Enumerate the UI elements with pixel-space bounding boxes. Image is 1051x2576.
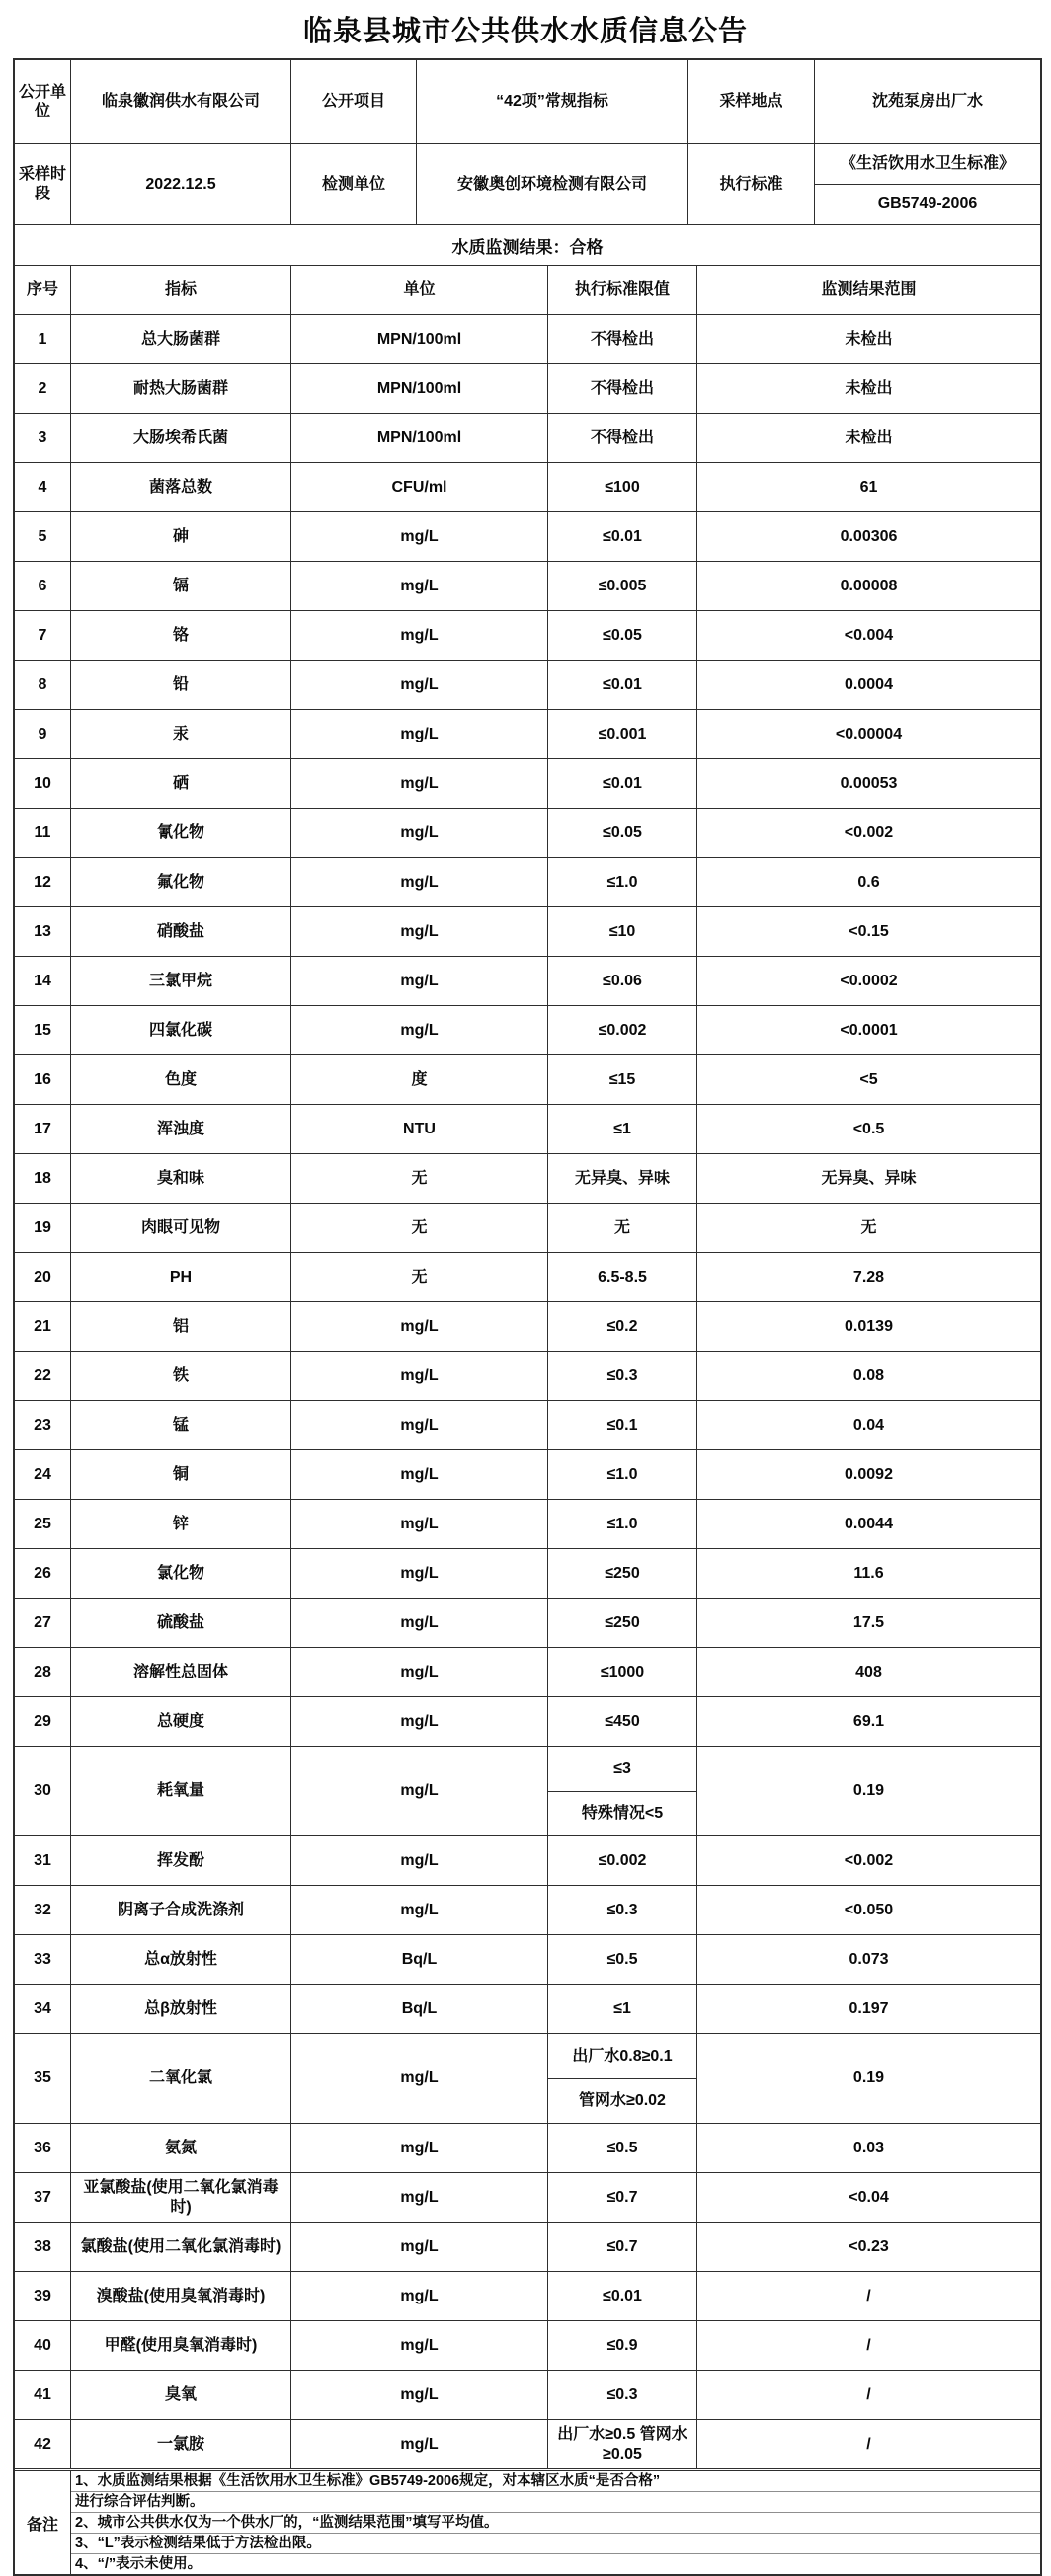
info-label: 检测单位 xyxy=(290,144,416,224)
row-index: 26 xyxy=(34,1564,51,1582)
indicator-name: 大肠埃希氏菌 xyxy=(70,414,290,462)
result-value: 0.0044 xyxy=(696,1500,1040,1548)
indicator-unit: mg/L xyxy=(290,759,547,808)
limit-value: ≤1.0 xyxy=(547,1500,696,1548)
row-index: 35 xyxy=(34,2069,51,2087)
indicator-unit: mg/L xyxy=(290,907,547,956)
indicator-unit: mg/L xyxy=(290,2272,547,2320)
indicator-name: 氟化物 xyxy=(70,858,290,906)
table-row xyxy=(15,1351,1040,1400)
indicator-unit: 无 xyxy=(290,1204,547,1252)
limit-cell xyxy=(547,1747,696,1835)
table-row xyxy=(15,906,1040,956)
indicator-unit: 无 xyxy=(290,1253,547,1301)
row-index: 15 xyxy=(34,1021,51,1039)
limit-value: ≤250 xyxy=(547,1549,696,1598)
table-row xyxy=(15,1696,1040,1746)
indicator-unit: mg/L xyxy=(290,1697,547,1746)
indicator-name: 砷 xyxy=(70,512,290,561)
result-value: / xyxy=(696,2420,1040,2468)
table-row xyxy=(15,1400,1040,1449)
column-header-indicator: 指标 xyxy=(70,266,290,314)
table-row xyxy=(15,2271,1040,2320)
limit-bottom: 特殊情况<5 xyxy=(548,1791,696,1836)
limit-value: ≤0.01 xyxy=(547,512,696,561)
indicator-unit: mg/L xyxy=(290,1401,547,1449)
table-row xyxy=(15,1548,1040,1598)
limit-value: ≤1000 xyxy=(547,1648,696,1696)
standard-code: GB5749-2006 xyxy=(815,184,1040,224)
indicator-unit: 无 xyxy=(290,1154,547,1203)
limit-value: ≤0.06 xyxy=(547,957,696,1005)
indicator-name: 锰 xyxy=(70,1401,290,1449)
table-row xyxy=(15,2123,1040,2172)
row-index: 29 xyxy=(34,1712,51,1730)
info-value: 2022.12.5 xyxy=(70,144,290,224)
table-row xyxy=(15,1301,1040,1351)
result-value: / xyxy=(696,2371,1040,2419)
table-row xyxy=(15,1598,1040,1647)
table-row xyxy=(15,1984,1040,2033)
indicator-name: 臭氧 xyxy=(70,2371,290,2419)
table-row xyxy=(15,1104,1040,1153)
table-row xyxy=(15,660,1040,709)
result-value: 7.28 xyxy=(696,1253,1040,1301)
row-index: 36 xyxy=(34,2139,51,2156)
row-index: 23 xyxy=(34,1416,51,1434)
limit-cell xyxy=(547,2034,696,2123)
result-value: <0.0002 xyxy=(696,957,1040,1005)
result-value: <5 xyxy=(696,1055,1040,1104)
result-value: <0.050 xyxy=(696,1886,1040,1934)
row-index: 28 xyxy=(34,1663,51,1680)
table-row xyxy=(15,1835,1040,1885)
table-row xyxy=(15,1885,1040,1934)
indicator-name: 氰化物 xyxy=(70,809,290,857)
indicator-name: 一氯胺 xyxy=(70,2420,290,2468)
limit-top: ≤3 xyxy=(613,1759,631,1777)
limit-value: ≤10 xyxy=(547,907,696,956)
indicator-name: 硒 xyxy=(70,759,290,808)
limit-value: ≤0.05 xyxy=(547,611,696,660)
table-row xyxy=(15,758,1040,808)
indicator-name: 肉眼可见物 xyxy=(70,1204,290,1252)
indicator-name: 挥发酚 xyxy=(70,1836,290,1885)
notes-label: 备注 xyxy=(26,2516,58,2534)
row-index: 18 xyxy=(34,1169,51,1187)
limit-value: ≤0.9 xyxy=(547,2321,696,2370)
result-value: / xyxy=(696,2321,1040,2370)
indicator-unit: NTU xyxy=(290,1105,547,1153)
limit-value: ≤450 xyxy=(547,1697,696,1746)
table-row xyxy=(15,1153,1040,1203)
indicator-unit: mg/L xyxy=(290,1352,547,1400)
table-row xyxy=(15,1054,1040,1104)
row-index: 12 xyxy=(34,873,51,891)
limit-value: ≤0.5 xyxy=(547,1935,696,1984)
result-value: <0.04 xyxy=(696,2173,1040,2222)
indicator-name: 耐热大肠菌群 xyxy=(70,364,290,413)
result-value: <0.15 xyxy=(696,907,1040,956)
row-index: 8 xyxy=(38,675,47,693)
table-row xyxy=(15,2172,1040,2222)
indicator-name: 臭和味 xyxy=(70,1154,290,1203)
indicator-unit: mg/L xyxy=(290,2371,547,2419)
table-row xyxy=(15,1934,1040,1984)
indicator-unit: mg/L xyxy=(290,2124,547,2172)
result-value: 0.19 xyxy=(696,2034,1040,2123)
limit-value: ≤1 xyxy=(547,1985,696,2033)
result-value: 0.073 xyxy=(696,1935,1040,1984)
table-row xyxy=(15,511,1040,561)
indicator-unit: mg/L xyxy=(290,1549,547,1598)
info-value: 临泉徽润供水有限公司 xyxy=(70,60,290,143)
result-value: <0.00004 xyxy=(696,710,1040,758)
column-header-result: 监测结果范围 xyxy=(696,266,1040,314)
indicator-name: 二氧化氯 xyxy=(70,2034,290,2123)
indicator-name: 甲醛(使用臭氧消毒时) xyxy=(70,2321,290,2370)
limit-value: ≤0.7 xyxy=(547,2173,696,2222)
result-value: / xyxy=(696,2272,1040,2320)
indicator-unit: mg/L xyxy=(290,1006,547,1054)
row-index: 11 xyxy=(34,823,51,841)
indicator-unit: mg/L xyxy=(290,1886,547,1934)
result-value: 69.1 xyxy=(696,1697,1040,1746)
note-line: 1、水质监测结果根据《生活饮用水卫生标准》GB5749-2006规定，对本辖区水质“是否合格” xyxy=(75,2473,661,2489)
table-row xyxy=(15,2370,1040,2419)
page-title: 临泉县城市公共供水水质信息公告 xyxy=(302,16,748,47)
result-value: 11.6 xyxy=(696,1549,1040,1598)
limit-value: 不得检出 xyxy=(547,315,696,363)
result-value: 0.04 xyxy=(696,1401,1040,1449)
indicator-name: 总β放射性 xyxy=(70,1985,290,2033)
announcement-table xyxy=(13,58,1042,2576)
info-value: 沈苑泵房出厂水 xyxy=(814,60,1040,143)
indicator-name: 总大肠菌群 xyxy=(70,315,290,363)
indicator-name: 四氯化碳 xyxy=(70,1006,290,1054)
limit-value: 不得检出 xyxy=(547,364,696,413)
indicator-name: 铁 xyxy=(70,1352,290,1400)
indicator-unit: mg/L xyxy=(290,710,547,758)
limit-value: ≤1.0 xyxy=(547,1450,696,1499)
limit-value: ≤0.01 xyxy=(547,2272,696,2320)
row-index: 14 xyxy=(34,972,51,989)
row-index: 1 xyxy=(38,330,47,348)
result-value: 0.6 xyxy=(696,858,1040,906)
indicator-name: 铅 xyxy=(70,661,290,709)
table-row xyxy=(15,561,1040,610)
row-index: 32 xyxy=(34,1901,51,1918)
indicator-unit: MPN/100ml xyxy=(290,315,547,363)
info-label: 执行标准 xyxy=(687,144,814,224)
indicator-unit: mg/L xyxy=(290,1302,547,1351)
note-line: 2、城市公共供水仅为一个供水厂的，“监测结果范围”填写平均值。 xyxy=(71,2512,1040,2533)
row-index: 17 xyxy=(34,1120,51,1137)
row-index: 34 xyxy=(34,1999,51,2017)
result-value: 408 xyxy=(696,1648,1040,1696)
indicator-unit: mg/L xyxy=(290,1747,547,1835)
limit-value: ≤0.3 xyxy=(547,1886,696,1934)
info-label: 公开单位 xyxy=(18,83,66,119)
indicator-unit: mg/L xyxy=(290,1450,547,1499)
limit-value: ≤0.01 xyxy=(547,759,696,808)
note-line: 4、“/”表示未使用。 xyxy=(71,2553,1040,2574)
result-value: 未检出 xyxy=(696,315,1040,363)
result-value: 17.5 xyxy=(696,1599,1040,1647)
result-value: 0.0092 xyxy=(696,1450,1040,1499)
row-index: 4 xyxy=(38,478,47,496)
row-index: 19 xyxy=(34,1218,51,1236)
row-index: 7 xyxy=(38,626,47,644)
limit-bottom: 管网水≥0.02 xyxy=(548,2078,696,2124)
indicator-name: 硝酸盐 xyxy=(70,907,290,956)
indicator-unit: mg/L xyxy=(290,1836,547,1885)
indicator-name: 色度 xyxy=(70,1055,290,1104)
indicator-name: 浑浊度 xyxy=(70,1105,290,1153)
indicator-unit: CFU/ml xyxy=(290,463,547,511)
result-value: <0.004 xyxy=(696,611,1040,660)
indicator-unit: Bq/L xyxy=(290,1935,547,1984)
table-row xyxy=(15,2222,1040,2271)
result-value: 0.08 xyxy=(696,1352,1040,1400)
limit-value: 6.5-8.5 xyxy=(547,1253,696,1301)
indicator-unit: mg/L xyxy=(290,512,547,561)
info-value: “42项”常规指标 xyxy=(416,60,687,143)
table-body xyxy=(15,314,1040,2468)
result-value: 未检出 xyxy=(696,414,1040,462)
result-value: <0.5 xyxy=(696,1105,1040,1153)
indicator-unit: mg/L xyxy=(290,661,547,709)
limit-top: 出厂水0.8≥0.1 xyxy=(572,2047,673,2065)
limit-value: ≤0.3 xyxy=(547,1352,696,1400)
row-index: 37 xyxy=(34,2188,51,2206)
result-value: 0.00008 xyxy=(696,562,1040,610)
limit-value: ≤0.005 xyxy=(547,562,696,610)
row-index: 30 xyxy=(34,1782,51,1800)
table-row xyxy=(15,857,1040,906)
column-header-unit: 单位 xyxy=(290,266,547,314)
limit-value: ≤0.002 xyxy=(547,1836,696,1885)
column-header-no: 序号 xyxy=(26,280,58,298)
limit-value: 出厂水≥0.5 管网水≥0.05 xyxy=(547,2420,696,2468)
row-index: 10 xyxy=(34,774,51,792)
row-index: 6 xyxy=(38,577,47,594)
limit-value: ≤0.2 xyxy=(547,1302,696,1351)
limit-value: ≤0.7 xyxy=(547,2223,696,2271)
standard-name: 《生活饮用水卫生标准》 xyxy=(840,155,1014,173)
table-row xyxy=(15,956,1040,1005)
row-index: 3 xyxy=(38,429,47,446)
limit-value: ≤100 xyxy=(547,463,696,511)
row-index: 40 xyxy=(34,2336,51,2354)
table-row xyxy=(15,1203,1040,1252)
note-line: 进行综合评估判断。 xyxy=(71,2491,1040,2512)
info-value: 安徽奥创环境检测有限公司 xyxy=(416,144,687,224)
result-value: <0.002 xyxy=(696,809,1040,857)
row-index: 21 xyxy=(34,1317,51,1335)
indicator-unit: mg/L xyxy=(290,2223,547,2271)
table-row xyxy=(15,1647,1040,1696)
indicator-unit: Bq/L xyxy=(290,1985,547,2033)
result-value: 61 xyxy=(696,463,1040,511)
indicator-name: 氯酸盐(使用二氧化氯消毒时) xyxy=(70,2223,290,2271)
indicator-unit: mg/L xyxy=(290,957,547,1005)
row-index: 24 xyxy=(34,1465,51,1483)
info-row-2 xyxy=(15,143,1040,224)
note-line: 3、“L”表示检测结果低于方法检出限。 xyxy=(71,2533,1040,2553)
info-row-1 xyxy=(15,60,1040,143)
limit-value: ≤1.0 xyxy=(547,858,696,906)
indicator-unit: MPN/100ml xyxy=(290,364,547,413)
info-label: 采样时段 xyxy=(18,166,66,202)
indicator-name: 铝 xyxy=(70,1302,290,1351)
row-index: 38 xyxy=(34,2237,51,2255)
limit-value: 无 xyxy=(547,1204,696,1252)
result-banner: 水质监测结果：合格 xyxy=(15,224,1040,265)
indicator-unit: mg/L xyxy=(290,2173,547,2222)
indicator-unit: mg/L xyxy=(290,562,547,610)
indicator-name: 三氯甲烷 xyxy=(70,957,290,1005)
result-value: 0.0004 xyxy=(696,661,1040,709)
indicator-name: PH xyxy=(70,1253,290,1301)
table-row xyxy=(15,462,1040,511)
indicator-unit: 度 xyxy=(290,1055,547,1104)
limit-value: ≤0.01 xyxy=(547,661,696,709)
indicator-unit: mg/L xyxy=(290,611,547,660)
result-value: 0.00306 xyxy=(696,512,1040,561)
limit-value: ≤0.3 xyxy=(547,2371,696,2419)
table-row xyxy=(15,1449,1040,1499)
notes-section xyxy=(15,2468,1040,2574)
result-value: <0.0001 xyxy=(696,1006,1040,1054)
table-row xyxy=(15,1746,1040,1835)
indicator-name: 亚氯酸盐(使用二氧化氯消毒时) xyxy=(70,2173,290,2222)
indicator-unit: mg/L xyxy=(290,809,547,857)
indicator-unit: MPN/100ml xyxy=(290,414,547,462)
row-index: 33 xyxy=(34,1950,51,1968)
table-row xyxy=(15,808,1040,857)
table-row xyxy=(15,1005,1040,1054)
indicator-name: 阴离子合成洗涤剂 xyxy=(70,1886,290,1934)
indicator-unit: mg/L xyxy=(290,2034,547,2123)
indicator-name: 耗氧量 xyxy=(70,1747,290,1835)
limit-value: 不得检出 xyxy=(547,414,696,462)
result-value: 无异臭、异味 xyxy=(696,1154,1040,1203)
result-value: 0.197 xyxy=(696,1985,1040,2033)
indicator-unit: mg/L xyxy=(290,1500,547,1548)
indicator-name: 总α放射性 xyxy=(70,1935,290,1984)
table-header-row xyxy=(15,265,1040,314)
row-index: 16 xyxy=(34,1070,51,1088)
limit-value: ≤0.5 xyxy=(547,2124,696,2172)
row-index: 13 xyxy=(34,922,51,940)
indicator-name: 氯化物 xyxy=(70,1549,290,1598)
limit-value: 无异臭、异味 xyxy=(547,1154,696,1203)
table-row xyxy=(15,1252,1040,1301)
indicator-name: 汞 xyxy=(70,710,290,758)
table-row xyxy=(15,1499,1040,1548)
limit-value: ≤0.001 xyxy=(547,710,696,758)
table-row xyxy=(15,2320,1040,2370)
column-header-limit: 执行标准限值 xyxy=(547,266,696,314)
indicator-name: 氨氮 xyxy=(70,2124,290,2172)
info-label: 公开项目 xyxy=(290,60,416,143)
row-index: 5 xyxy=(38,527,47,545)
table-row xyxy=(15,314,1040,363)
limit-value: ≤250 xyxy=(547,1599,696,1647)
indicator-unit: mg/L xyxy=(290,2420,547,2468)
result-value: 0.0139 xyxy=(696,1302,1040,1351)
row-index: 41 xyxy=(34,2385,51,2403)
indicator-name: 锌 xyxy=(70,1500,290,1548)
indicator-unit: mg/L xyxy=(290,858,547,906)
result-value: 0.03 xyxy=(696,2124,1040,2172)
table-row xyxy=(15,2419,1040,2468)
result-value: 未检出 xyxy=(696,364,1040,413)
indicator-name: 铜 xyxy=(70,1450,290,1499)
table-row xyxy=(15,610,1040,660)
result-value: <0.002 xyxy=(696,1836,1040,1885)
result-value: 0.19 xyxy=(696,1747,1040,1835)
notes-lines xyxy=(70,2471,1040,2574)
indicator-unit: mg/L xyxy=(290,1648,547,1696)
indicator-name: 菌落总数 xyxy=(70,463,290,511)
row-index: 2 xyxy=(38,379,47,397)
limit-value: ≤0.002 xyxy=(547,1006,696,1054)
indicator-unit: mg/L xyxy=(290,1599,547,1647)
row-index: 31 xyxy=(34,1851,51,1869)
info-label: 采样地点 xyxy=(687,60,814,143)
result-value: 0.00053 xyxy=(696,759,1040,808)
indicator-name: 溶解性总固体 xyxy=(70,1648,290,1696)
indicator-name: 铬 xyxy=(70,611,290,660)
table-row xyxy=(15,413,1040,462)
standard-value-cell xyxy=(814,144,1040,224)
indicator-name: 硫酸盐 xyxy=(70,1599,290,1647)
indicator-name: 镉 xyxy=(70,562,290,610)
row-index: 39 xyxy=(34,2287,51,2304)
row-index: 22 xyxy=(34,1366,51,1384)
limit-value: ≤1 xyxy=(547,1105,696,1153)
indicator-name: 溴酸盐(使用臭氧消毒时) xyxy=(70,2272,290,2320)
limit-value: ≤0.05 xyxy=(547,809,696,857)
table-row xyxy=(15,2033,1040,2123)
table-row xyxy=(15,709,1040,758)
indicator-name: 总硬度 xyxy=(70,1697,290,1746)
result-value: <0.23 xyxy=(696,2223,1040,2271)
result-value: 无 xyxy=(696,1204,1040,1252)
row-index: 20 xyxy=(34,1268,51,1286)
row-index: 25 xyxy=(34,1515,51,1532)
row-index: 9 xyxy=(38,725,47,742)
limit-value: ≤0.1 xyxy=(547,1401,696,1449)
table-row xyxy=(15,363,1040,413)
row-index: 42 xyxy=(34,2435,51,2453)
indicator-unit: mg/L xyxy=(290,2321,547,2370)
limit-value: ≤15 xyxy=(547,1055,696,1104)
row-index: 27 xyxy=(34,1613,51,1631)
